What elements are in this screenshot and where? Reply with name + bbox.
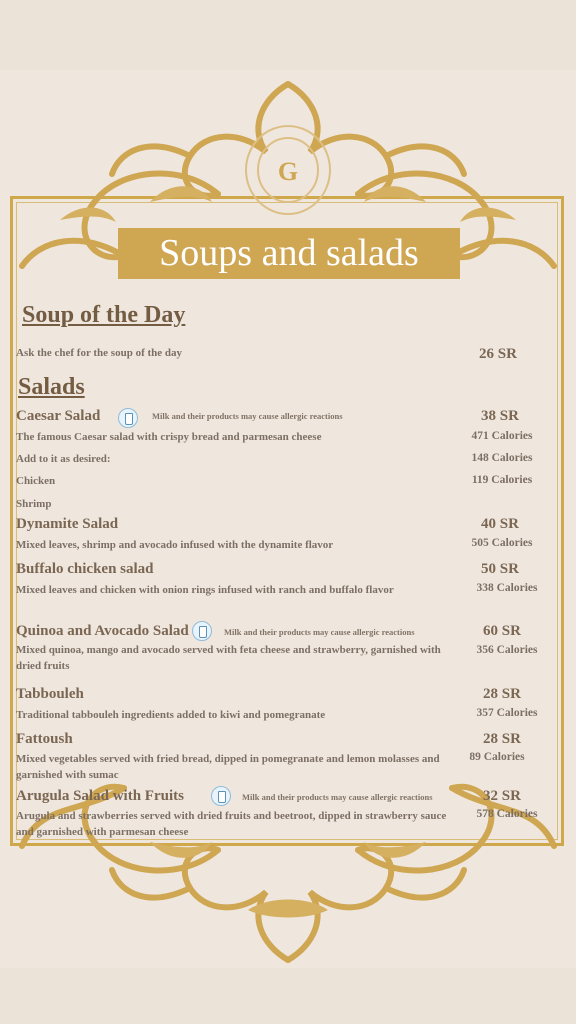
item-title-fattoush: Fattoush xyxy=(16,731,73,747)
item-desc-fattoush: Mixed vegetables served with fried bread, dipped in pomegranate and lemon molasses and garnished with sumac xyxy=(16,753,440,781)
item-desc-buffalo: Mixed leaves and chicken with onion rings infused with ranch and buffalo flavor xyxy=(16,584,394,596)
soup-price: 26 SR xyxy=(479,346,517,362)
item-desc-dynamite: Mixed leaves, shrimp and avocado infused with the dynamite flavor xyxy=(16,539,334,551)
item-desc-tabbouleh: Traditional tabbouleh ingredients added to kiwi and pomegranate xyxy=(16,709,326,721)
item-calories-buffalo: 338 Calories xyxy=(476,582,538,594)
milk-allergen-icon xyxy=(118,408,138,428)
item-title-caesar: Caesar Salad xyxy=(16,408,101,424)
item-desc-caesar: The famous Caesar salad with crispy bread and parmesan cheese xyxy=(16,431,322,443)
item-calories-dynamite: 505 Calories xyxy=(471,537,533,549)
item-calories-fattoush: 89 Calories xyxy=(469,751,525,763)
item-title-quinoa: Quinoa and Avocado Salad xyxy=(16,623,189,639)
allergen-warning: Milk and their products may cause allergic reactions xyxy=(152,411,343,421)
soup-heading: Soup of the Day xyxy=(22,302,186,328)
item-calories-tabbouleh: 357 Calories xyxy=(476,707,538,719)
addon-shrimp: Shrimp xyxy=(16,498,52,510)
item-desc-quinoa: Mixed quinoa, mango and avocado served with feta cheese and strawberry, garnished with dried fruits xyxy=(16,644,441,672)
milk-allergen-icon xyxy=(192,621,212,641)
item-desc-arugula: Arugula and strawberries served with dried fruits and beetroot, dipped in strawberry sauce and garnished with parmesan cheese xyxy=(16,810,447,838)
allergen-warning: Milk and their products may cause allergic reactions xyxy=(242,792,433,802)
addon-chicken: Chicken xyxy=(16,475,56,487)
bottom-strip xyxy=(0,968,576,1024)
item-title-dynamite: Dynamite Salad xyxy=(16,516,119,532)
item-calories-arugula: 578 Calories xyxy=(476,808,538,820)
allergen-warning: Milk and their products may cause allergic reactions xyxy=(224,627,415,637)
item-price-quinoa: 60 SR xyxy=(483,623,521,639)
item-title-arugula: Arugula Salad with Fruits xyxy=(16,788,184,804)
top-strip xyxy=(0,0,576,70)
addons-label: Add to it as desired: xyxy=(16,453,111,465)
addon-chicken-calories: 119 Calories xyxy=(471,474,533,486)
item-price-tabbouleh: 28 SR xyxy=(483,686,521,702)
salads-heading: Salads xyxy=(18,374,85,400)
item-calories-caesar: 471 Calories xyxy=(471,430,533,442)
section-banner: Soups and salads xyxy=(118,228,460,279)
milk-allergen-icon xyxy=(211,786,231,806)
item-calories-quinoa: 356 Calories xyxy=(476,644,538,656)
item-price-arugula: 32 SR xyxy=(483,788,521,804)
soup-desc: Ask the chef for the soup of the day xyxy=(16,347,183,359)
addons-label-calories: 148 Calories xyxy=(471,452,533,464)
item-title-tabbouleh: Tabbouleh xyxy=(16,686,84,702)
item-price-fattoush: 28 SR xyxy=(483,731,521,747)
item-title-buffalo: Buffalo chicken salad xyxy=(16,561,154,577)
item-price-caesar: 38 SR xyxy=(481,408,519,424)
emblem-letter: G xyxy=(277,157,299,186)
item-price-dynamite: 40 SR xyxy=(481,516,519,532)
item-price-buffalo: 50 SR xyxy=(481,561,519,577)
